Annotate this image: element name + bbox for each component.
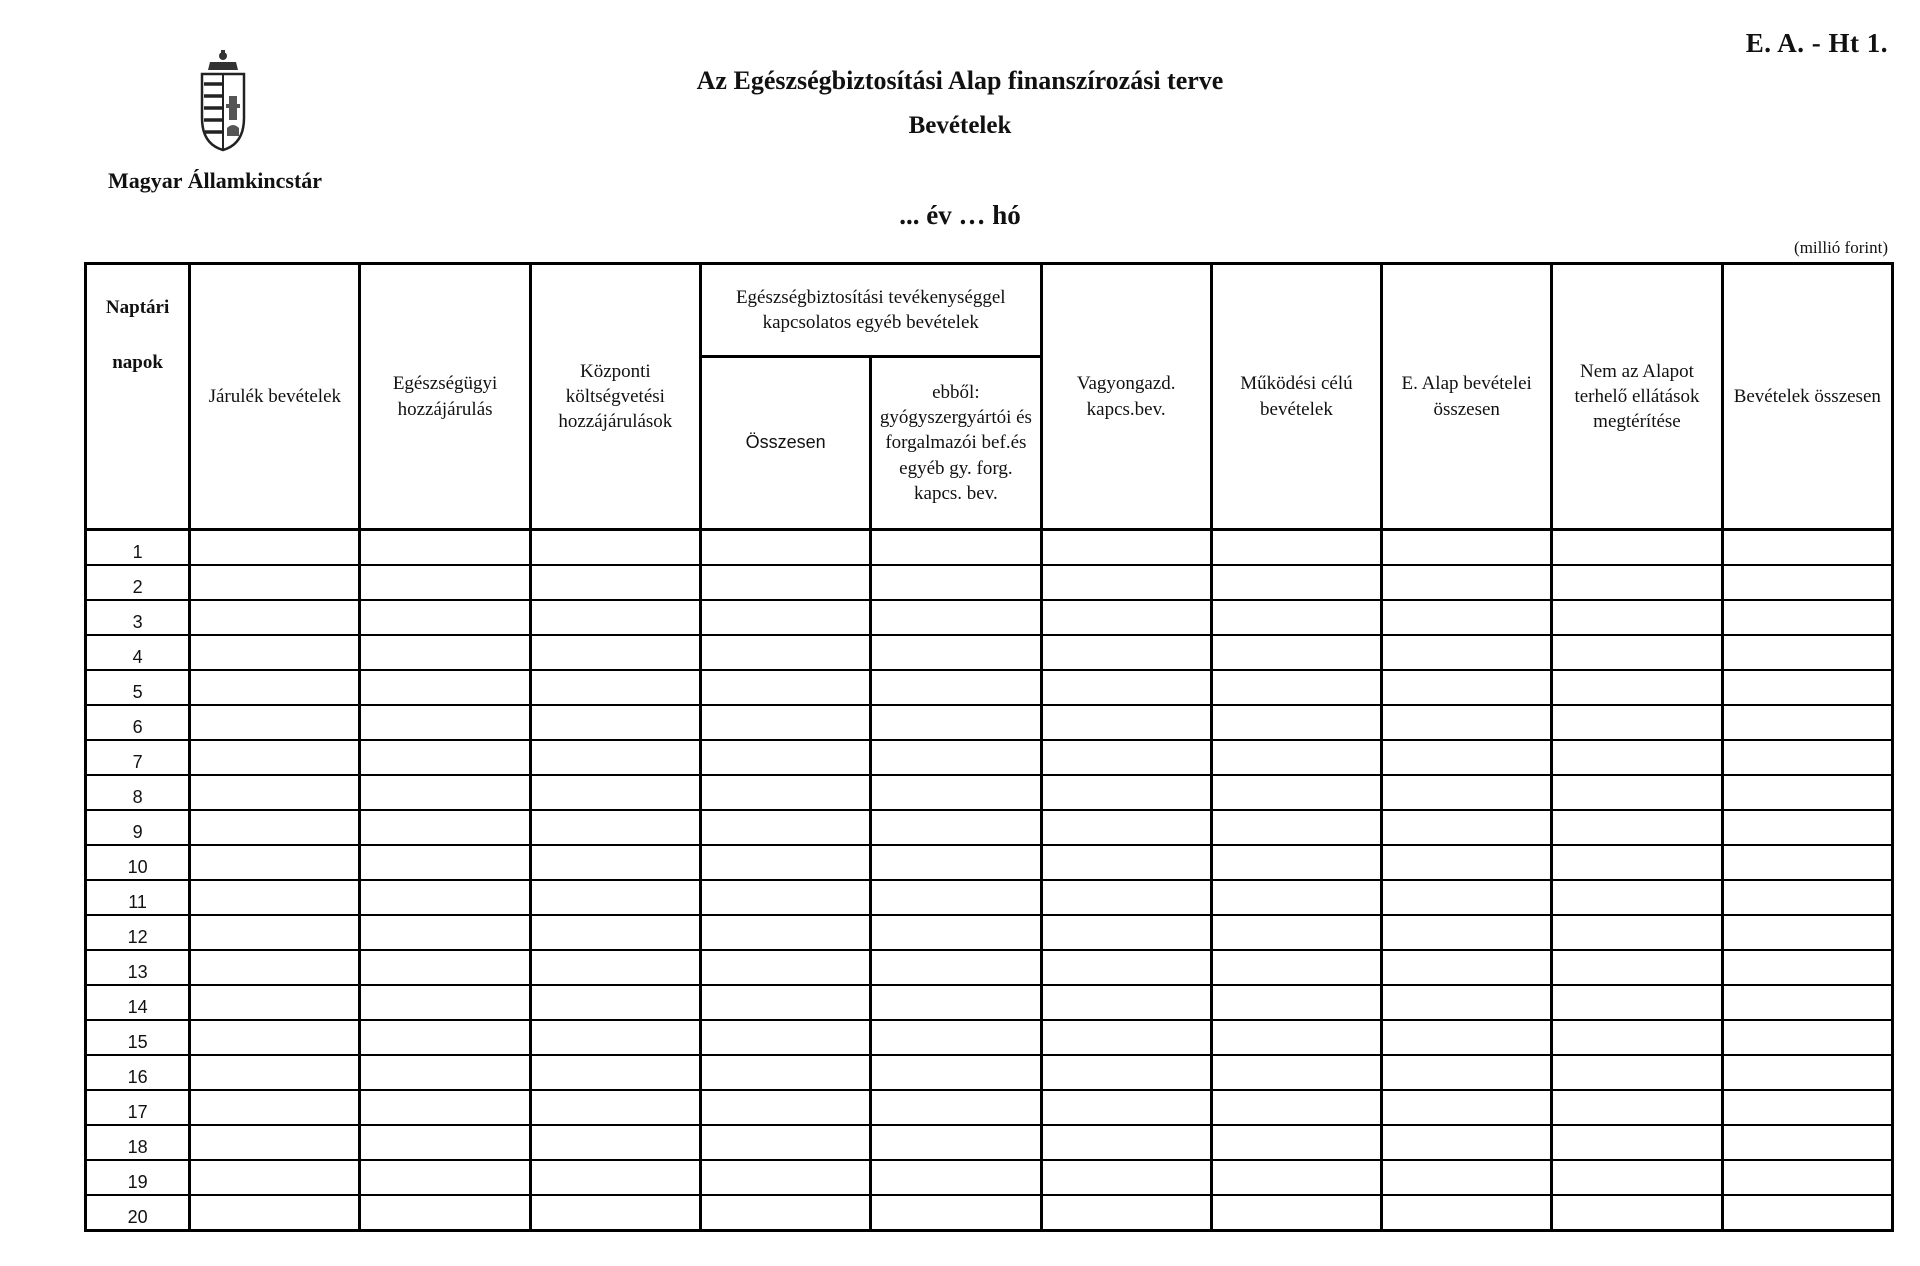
entry-cell[interactable] bbox=[1211, 530, 1381, 566]
entry-cell[interactable] bbox=[700, 565, 870, 600]
entry-cell[interactable] bbox=[1382, 1195, 1552, 1231]
entry-cell[interactable] bbox=[530, 600, 700, 635]
day-number: 18 bbox=[86, 1125, 190, 1160]
entry-cell[interactable] bbox=[360, 915, 530, 950]
entry-cell[interactable] bbox=[700, 1125, 870, 1160]
entry-cell[interactable] bbox=[360, 845, 530, 880]
document-subtitle: Bevételek bbox=[908, 112, 1012, 139]
table-row bbox=[86, 1020, 1893, 1055]
table-row bbox=[86, 845, 1893, 880]
entry-cell[interactable] bbox=[1211, 1195, 1381, 1231]
entry-cell[interactable] bbox=[1211, 705, 1381, 740]
entry-cell[interactable] bbox=[700, 1195, 870, 1231]
entry-cell[interactable] bbox=[1382, 740, 1552, 775]
entry-cell[interactable] bbox=[1552, 565, 1722, 600]
header-asset-management: Vagyongazd. kapcs.bev. bbox=[1041, 264, 1211, 530]
entry-cell[interactable] bbox=[1722, 1055, 1892, 1090]
table-row bbox=[86, 1125, 1893, 1160]
entry-cell[interactable] bbox=[1211, 635, 1381, 670]
entry-cell[interactable] bbox=[1211, 810, 1381, 845]
entry-cell[interactable] bbox=[190, 1020, 360, 1055]
entry-cell[interactable] bbox=[360, 950, 530, 985]
entry-cell[interactable] bbox=[360, 1020, 530, 1055]
table-row bbox=[86, 1160, 1893, 1195]
entry-cell[interactable] bbox=[190, 950, 360, 985]
header-revenue-total: Bevételek összesen bbox=[1722, 264, 1892, 530]
entry-cell[interactable] bbox=[1722, 1195, 1892, 1231]
entry-cell[interactable] bbox=[1722, 985, 1892, 1020]
entry-cell[interactable] bbox=[700, 845, 870, 880]
entry-cell[interactable] bbox=[1211, 775, 1381, 810]
entry-cell[interactable] bbox=[190, 1125, 360, 1160]
header-other-pharma: ebből: gyógyszergyártói és forgalmazói bef.és egyéb gy. forg. kapcs. bev. bbox=[871, 357, 1041, 530]
table-row bbox=[86, 1055, 1893, 1090]
entry-cell[interactable] bbox=[1722, 845, 1892, 880]
entry-cell[interactable] bbox=[871, 635, 1041, 670]
entry-cell[interactable] bbox=[190, 670, 360, 705]
entry-cell[interactable] bbox=[530, 530, 700, 566]
entry-cell[interactable] bbox=[1552, 740, 1722, 775]
header-calendar-days bbox=[86, 264, 190, 530]
entry-cell[interactable] bbox=[1211, 880, 1381, 915]
entry-cell[interactable] bbox=[700, 1090, 870, 1125]
entry-cell[interactable] bbox=[700, 670, 870, 705]
entry-cell[interactable] bbox=[1552, 1195, 1722, 1231]
entry-cell[interactable] bbox=[1382, 880, 1552, 915]
entry-cell[interactable] bbox=[1041, 740, 1211, 775]
entry-cell[interactable] bbox=[1211, 1020, 1381, 1055]
entry-cell[interactable] bbox=[1382, 845, 1552, 880]
entry-cell[interactable] bbox=[530, 1160, 700, 1195]
entry-cell[interactable] bbox=[1722, 635, 1892, 670]
entry-cell[interactable] bbox=[1552, 600, 1722, 635]
entry-cell[interactable] bbox=[360, 880, 530, 915]
entry-cell[interactable] bbox=[700, 600, 870, 635]
day-number: 4 bbox=[86, 635, 190, 670]
entry-cell[interactable] bbox=[1722, 915, 1892, 950]
entry-cell[interactable] bbox=[360, 1090, 530, 1125]
entry-cell[interactable] bbox=[1382, 915, 1552, 950]
entry-cell[interactable] bbox=[1552, 670, 1722, 705]
entry-cell[interactable] bbox=[360, 1160, 530, 1195]
header-calendar-days-line2: napok bbox=[112, 352, 163, 374]
table-row bbox=[86, 880, 1893, 915]
entry-cell[interactable] bbox=[871, 670, 1041, 705]
entry-cell[interactable] bbox=[530, 705, 700, 740]
table-row bbox=[86, 1195, 1893, 1231]
entry-cell[interactable] bbox=[1382, 775, 1552, 810]
entry-cell[interactable] bbox=[1722, 775, 1892, 810]
entry-cell[interactable] bbox=[1552, 1125, 1722, 1160]
entry-cell[interactable] bbox=[1041, 530, 1211, 566]
entry-cell[interactable] bbox=[1211, 1055, 1381, 1090]
day-number: 10 bbox=[86, 845, 190, 880]
entry-cell[interactable] bbox=[1722, 1090, 1892, 1125]
entry-cell[interactable] bbox=[190, 810, 360, 845]
organization-name: Magyar Államkincstár bbox=[108, 168, 323, 193]
entry-cell[interactable] bbox=[1382, 670, 1552, 705]
entry-cell[interactable] bbox=[700, 1160, 870, 1195]
entry-cell[interactable] bbox=[1211, 565, 1381, 600]
entry-cell[interactable] bbox=[530, 1125, 700, 1160]
entry-cell[interactable] bbox=[871, 705, 1041, 740]
entry-cell[interactable] bbox=[700, 1020, 870, 1055]
entry-cell[interactable] bbox=[190, 775, 360, 810]
entry-cell[interactable] bbox=[700, 810, 870, 845]
header-reimbursement: Nem az Alapot terhelő ellátások megtérítése bbox=[1552, 264, 1722, 530]
entry-cell[interactable] bbox=[530, 1090, 700, 1125]
entry-cell[interactable] bbox=[1382, 810, 1552, 845]
entry-cell[interactable] bbox=[530, 670, 700, 705]
entry-cell[interactable] bbox=[360, 810, 530, 845]
entry-cell[interactable] bbox=[1041, 600, 1211, 635]
entry-cell[interactable] bbox=[1382, 565, 1552, 600]
entry-cell[interactable] bbox=[1382, 1090, 1552, 1125]
entry-cell[interactable] bbox=[1041, 810, 1211, 845]
entry-cell[interactable] bbox=[700, 775, 870, 810]
entry-cell[interactable] bbox=[190, 880, 360, 915]
entry-cell[interactable] bbox=[1382, 950, 1552, 985]
table-row bbox=[86, 705, 1893, 740]
entry-cell[interactable] bbox=[871, 1090, 1041, 1125]
entry-cell[interactable] bbox=[1552, 775, 1722, 810]
header-operational: Működési célú bevételek bbox=[1211, 264, 1381, 530]
table-row bbox=[86, 810, 1893, 845]
revenue-plan-table bbox=[84, 262, 1894, 1232]
entry-cell[interactable] bbox=[1041, 1160, 1211, 1195]
entry-cell[interactable] bbox=[190, 600, 360, 635]
entry-cell[interactable] bbox=[1041, 985, 1211, 1020]
entry-cell[interactable] bbox=[1382, 1055, 1552, 1090]
entry-cell[interactable] bbox=[360, 565, 530, 600]
entry-cell[interactable] bbox=[190, 740, 360, 775]
entry-cell[interactable] bbox=[700, 705, 870, 740]
entry-cell[interactable] bbox=[1552, 1160, 1722, 1195]
entry-cell[interactable] bbox=[871, 1020, 1041, 1055]
entry-cell[interactable] bbox=[190, 705, 360, 740]
entry-cell[interactable] bbox=[360, 530, 530, 566]
day-number: 12 bbox=[86, 915, 190, 950]
entry-cell[interactable] bbox=[1041, 705, 1211, 740]
entry-cell[interactable] bbox=[530, 845, 700, 880]
entry-cell[interactable] bbox=[530, 635, 700, 670]
entry-cell[interactable] bbox=[1722, 1160, 1892, 1195]
entry-cell[interactable] bbox=[360, 705, 530, 740]
entry-cell[interactable] bbox=[530, 915, 700, 950]
entry-cell[interactable] bbox=[871, 530, 1041, 566]
entry-cell[interactable] bbox=[1722, 530, 1892, 566]
entry-cell[interactable] bbox=[1382, 705, 1552, 740]
entry-cell[interactable] bbox=[1552, 950, 1722, 985]
entry-cell[interactable] bbox=[190, 1195, 360, 1231]
entry-cell[interactable] bbox=[1211, 600, 1381, 635]
entry-cell[interactable] bbox=[1211, 740, 1381, 775]
day-number: 13 bbox=[86, 950, 190, 985]
entry-cell[interactable] bbox=[871, 1055, 1041, 1090]
table-row bbox=[86, 775, 1893, 810]
entry-cell[interactable] bbox=[360, 670, 530, 705]
entry-cell[interactable] bbox=[190, 985, 360, 1020]
period-line: ... év … hó bbox=[899, 200, 1021, 230]
entry-cell[interactable] bbox=[190, 1090, 360, 1125]
entry-cell[interactable] bbox=[530, 1020, 700, 1055]
entry-cell[interactable] bbox=[871, 565, 1041, 600]
entry-cell[interactable] bbox=[1211, 670, 1381, 705]
day-number: 6 bbox=[86, 705, 190, 740]
entry-cell[interactable] bbox=[1552, 810, 1722, 845]
entry-cell[interactable] bbox=[360, 1055, 530, 1090]
entry-cell[interactable] bbox=[1041, 1020, 1211, 1055]
entry-cell[interactable] bbox=[190, 565, 360, 600]
header-other-revenue-group: Egészségbiztosítási tevékenységgel kapcsolatos egyéb bevételek bbox=[700, 264, 1041, 357]
entry-cell[interactable] bbox=[530, 880, 700, 915]
day-number: 15 bbox=[86, 1020, 190, 1055]
entry-cell[interactable] bbox=[1552, 530, 1722, 566]
entry-cell[interactable] bbox=[1552, 880, 1722, 915]
entry-cell[interactable] bbox=[530, 950, 700, 985]
entry-cell[interactable] bbox=[360, 985, 530, 1020]
entry-cell[interactable] bbox=[1382, 530, 1552, 566]
day-number: 9 bbox=[86, 810, 190, 845]
entry-cell[interactable] bbox=[1211, 1090, 1381, 1125]
day-number: 5 bbox=[86, 670, 190, 705]
entry-cell[interactable] bbox=[871, 775, 1041, 810]
entry-cell[interactable] bbox=[1041, 1125, 1211, 1160]
entry-cell[interactable] bbox=[530, 810, 700, 845]
table-row bbox=[86, 915, 1893, 950]
entry-cell[interactable] bbox=[1041, 565, 1211, 600]
entry-cell[interactable] bbox=[871, 985, 1041, 1020]
entry-cell[interactable] bbox=[1722, 740, 1892, 775]
entry-cell[interactable] bbox=[530, 1195, 700, 1231]
entry-cell[interactable] bbox=[1722, 1125, 1892, 1160]
entry-cell[interactable] bbox=[360, 740, 530, 775]
entry-cell[interactable] bbox=[1041, 775, 1211, 810]
entry-cell[interactable] bbox=[190, 635, 360, 670]
entry-cell[interactable] bbox=[530, 775, 700, 810]
entry-cell[interactable] bbox=[1382, 635, 1552, 670]
entry-cell[interactable] bbox=[1722, 880, 1892, 915]
entry-cell[interactable] bbox=[700, 880, 870, 915]
entry-cell[interactable] bbox=[1211, 915, 1381, 950]
entry-cell[interactable] bbox=[1382, 1160, 1552, 1195]
entry-cell[interactable] bbox=[190, 845, 360, 880]
entry-cell[interactable] bbox=[1552, 705, 1722, 740]
entry-cell[interactable] bbox=[871, 845, 1041, 880]
entry-cell[interactable] bbox=[360, 635, 530, 670]
entry-cell[interactable] bbox=[1211, 1125, 1381, 1160]
entry-cell[interactable] bbox=[871, 1125, 1041, 1160]
entry-cell[interactable] bbox=[1382, 1020, 1552, 1055]
day-number: 8 bbox=[86, 775, 190, 810]
entry-cell[interactable] bbox=[530, 565, 700, 600]
entry-cell[interactable] bbox=[1552, 1055, 1722, 1090]
entry-cell[interactable] bbox=[700, 950, 870, 985]
table-row bbox=[86, 985, 1893, 1020]
day-number: 19 bbox=[86, 1160, 190, 1195]
entry-cell[interactable] bbox=[360, 1195, 530, 1231]
document-title: Az Egészségbiztosítási Alap finanszírozási terve bbox=[696, 66, 1224, 95]
header-health-contribution: Egészségügyi hozzájárulás bbox=[360, 264, 530, 530]
entry-cell[interactable] bbox=[700, 985, 870, 1020]
entry-cell[interactable] bbox=[360, 600, 530, 635]
entry-cell[interactable] bbox=[871, 1160, 1041, 1195]
day-number: 3 bbox=[86, 600, 190, 635]
entry-cell[interactable] bbox=[1041, 635, 1211, 670]
entry-cell[interactable] bbox=[871, 810, 1041, 845]
entry-cell[interactable] bbox=[700, 1055, 870, 1090]
table-row bbox=[86, 670, 1893, 705]
entry-cell[interactable] bbox=[190, 1160, 360, 1195]
table-row bbox=[86, 635, 1893, 670]
day-number: 16 bbox=[86, 1055, 190, 1090]
entry-cell[interactable] bbox=[871, 600, 1041, 635]
table-row bbox=[86, 740, 1893, 775]
table-body bbox=[86, 530, 1893, 1231]
entry-cell[interactable] bbox=[1211, 1160, 1381, 1195]
entry-cell[interactable] bbox=[871, 740, 1041, 775]
header-fund-total: E. Alap bevételei összesen bbox=[1382, 264, 1552, 530]
entry-cell[interactable] bbox=[1552, 1020, 1722, 1055]
entry-cell[interactable] bbox=[700, 740, 870, 775]
entry-cell[interactable] bbox=[700, 530, 870, 566]
entry-cell[interactable] bbox=[1722, 565, 1892, 600]
entry-cell[interactable] bbox=[1722, 705, 1892, 740]
entry-cell[interactable] bbox=[1041, 845, 1211, 880]
entry-cell[interactable] bbox=[190, 530, 360, 566]
entry-cell[interactable] bbox=[1552, 635, 1722, 670]
header-calendar-days-line1: Naptári bbox=[105, 297, 170, 318]
entry-cell[interactable] bbox=[1041, 1195, 1211, 1231]
entry-cell[interactable] bbox=[1041, 915, 1211, 950]
day-number: 14 bbox=[86, 985, 190, 1020]
table-row bbox=[86, 565, 1893, 600]
day-number: 7 bbox=[86, 740, 190, 775]
entry-cell[interactable] bbox=[360, 1125, 530, 1160]
day-number: 20 bbox=[86, 1195, 190, 1231]
table-row bbox=[86, 600, 1893, 635]
header-contributions: Járulék bevételek bbox=[190, 264, 360, 530]
entry-cell[interactable] bbox=[1722, 950, 1892, 985]
day-number: 2 bbox=[86, 565, 190, 600]
entry-cell[interactable] bbox=[871, 915, 1041, 950]
entry-cell[interactable] bbox=[1041, 670, 1211, 705]
entry-cell[interactable] bbox=[871, 880, 1041, 915]
entry-cell[interactable] bbox=[700, 915, 870, 950]
entry-cell[interactable] bbox=[1722, 600, 1892, 635]
table-row bbox=[86, 1090, 1893, 1125]
entry-cell[interactable] bbox=[1552, 845, 1722, 880]
header-central-budget: Központi költségvetési hozzájárulások bbox=[530, 264, 700, 530]
entry-cell[interactable] bbox=[1382, 1125, 1552, 1160]
entry-cell[interactable] bbox=[1211, 845, 1381, 880]
entry-cell[interactable] bbox=[360, 775, 530, 810]
entry-cell[interactable] bbox=[1041, 1055, 1211, 1090]
entry-cell[interactable] bbox=[871, 950, 1041, 985]
entry-cell[interactable] bbox=[1382, 985, 1552, 1020]
entry-cell[interactable] bbox=[1722, 810, 1892, 845]
entry-cell[interactable] bbox=[700, 635, 870, 670]
entry-cell[interactable] bbox=[1552, 915, 1722, 950]
entry-cell[interactable] bbox=[530, 740, 700, 775]
entry-cell[interactable] bbox=[1041, 1090, 1211, 1125]
entry-cell[interactable] bbox=[190, 915, 360, 950]
entry-cell[interactable] bbox=[190, 1055, 360, 1090]
day-number: 17 bbox=[86, 1090, 190, 1125]
entry-cell[interactable] bbox=[1211, 985, 1381, 1020]
table-row bbox=[86, 950, 1893, 985]
entry-cell[interactable] bbox=[1722, 1020, 1892, 1055]
entry-cell[interactable] bbox=[871, 1195, 1041, 1231]
entry-cell[interactable] bbox=[1041, 880, 1211, 915]
form-code: E. A. - Ht 1. bbox=[1745, 28, 1888, 58]
day-number: 11 bbox=[86, 880, 190, 915]
entry-cell[interactable] bbox=[1041, 950, 1211, 985]
entry-cell[interactable] bbox=[1552, 985, 1722, 1020]
entry-cell[interactable] bbox=[1211, 950, 1381, 985]
unit-note: (millió forint) bbox=[1794, 238, 1888, 257]
header-other-total: Összesen bbox=[700, 357, 870, 530]
entry-cell[interactable] bbox=[1552, 1090, 1722, 1125]
entry-cell[interactable] bbox=[1382, 600, 1552, 635]
entry-cell[interactable] bbox=[1722, 670, 1892, 705]
entry-cell[interactable] bbox=[530, 985, 700, 1020]
table-row bbox=[86, 530, 1893, 566]
day-number: 1 bbox=[86, 530, 190, 566]
entry-cell[interactable] bbox=[530, 1055, 700, 1090]
